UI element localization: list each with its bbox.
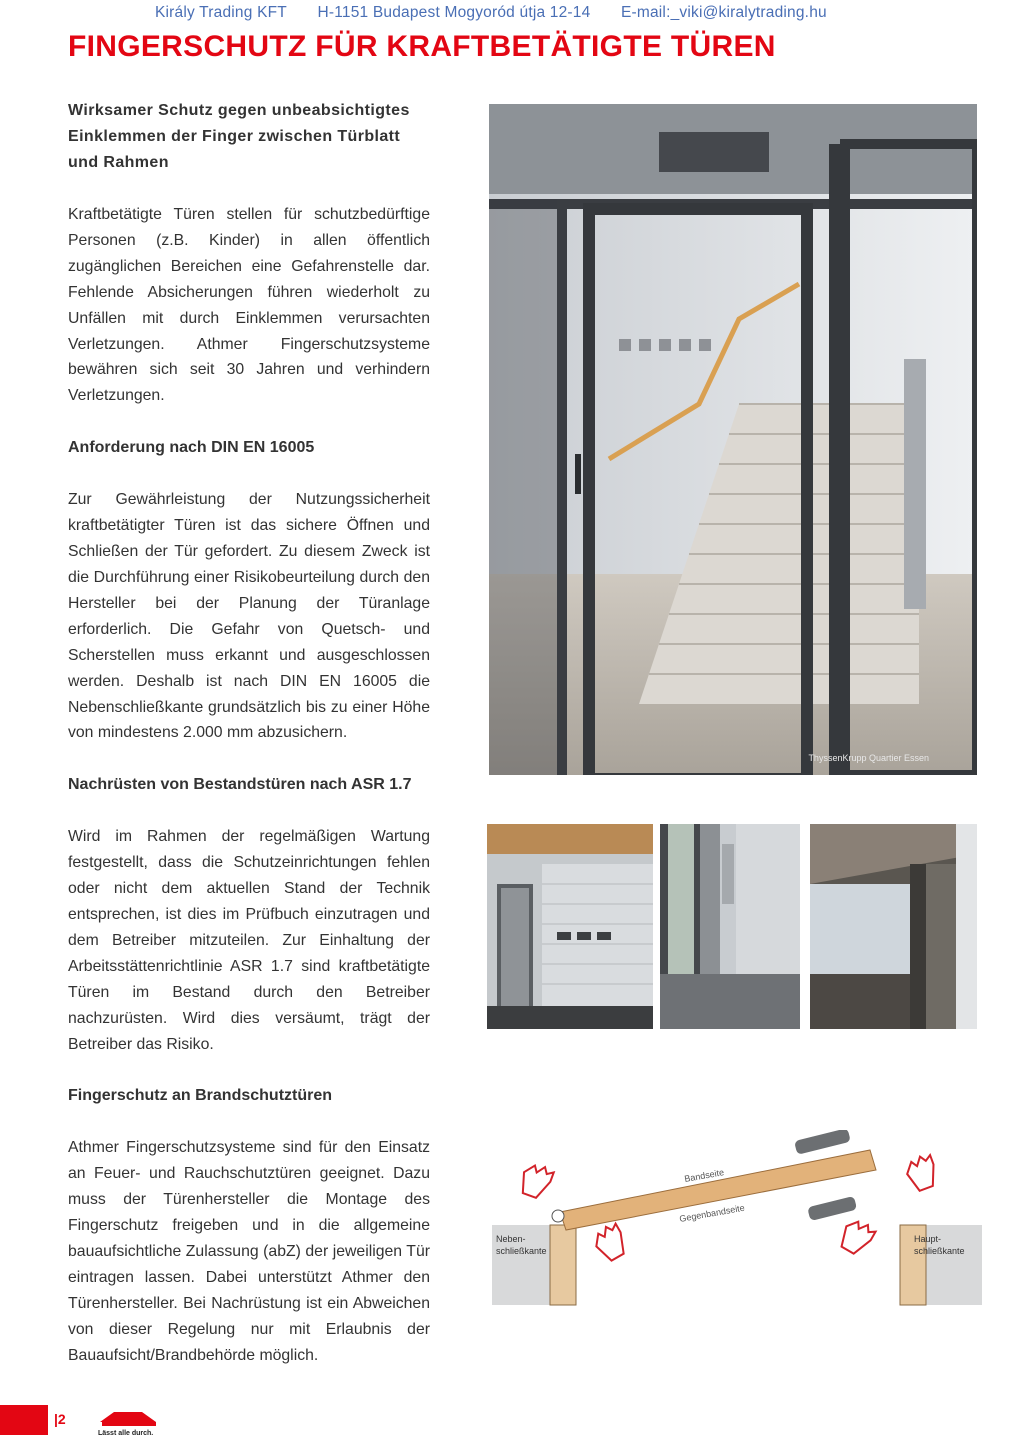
hinge-point — [552, 1210, 564, 1222]
door-leaf — [560, 1150, 876, 1230]
section-text: Wird im Rahmen der regelmäßigen Wartung festgestellt, dass die Schutzeinrichtungen fehlen oder nicht dem aktuellen Stand der Technik entsprechen, ist dies im Prüfbuch einzutragen und dem Betreiber mitzuteilen. Zur Einhaltung der Arbeitsstättenrichtlinie ASR 1.7 sind kraftbetätigte Türen im Bestand durch den Betreiber nachzurüsten. Wird dies versäumt, trägt der Betreiber das Risiko. — [68, 828, 430, 1053]
article-intro: Kraftbetätigte Türen stellen für schutzbedürftige Personen (z.B. Kinder) in allen öffentlich zugänglichen Bereichen eine Gefahrenstelle dar. Fehlende Absicherungen führen wiederholt zu Unfällen mit durch Einklemmen verursachten Verletzungen. Athmer Fingerschutzsysteme bewähren sich seit 30 Jahren und verhindern Verletzungen. — [68, 206, 430, 405]
page-number: |2 — [54, 1411, 66, 1427]
label-haupt-line1: Haupt- — [914, 1234, 942, 1244]
photo-caption: ThyssenKrupp Quartier Essen — [808, 753, 929, 763]
door-handle-top — [794, 1130, 851, 1155]
hinge-closeup-photo — [660, 824, 800, 1029]
hand-icon — [903, 1153, 940, 1193]
label-bandseite: Bandseite — [683, 1167, 725, 1184]
door-staircase-photo — [489, 104, 977, 775]
page-title: FINGERSCHUTZ FÜR KRAFTBETÄTIGTE TÜREN — [68, 30, 776, 63]
hinge-closeup-illustration — [660, 824, 800, 1029]
company-logo — [94, 1406, 168, 1436]
company-address: H-1151 Budapest Mogyoród útja 12-14 — [317, 4, 591, 21]
section-heading: Nachrüsten von Bestandstüren nach ASR 1.7 — [68, 776, 412, 794]
industrial-door-photo — [487, 824, 653, 1029]
article-lead: Wirksamer Schutz gegen unbeabsichtigtes Einklemmen der Finger zwischen Türblatt und Rahmen — [68, 102, 410, 171]
door-staircase-illustration — [489, 104, 977, 775]
logo-slogan: Lässt alle durch. — [98, 1430, 154, 1436]
hand-icon — [590, 1222, 630, 1264]
label-neben-line1: Neben- — [496, 1234, 526, 1244]
finger-protection-diagram — [490, 1130, 982, 1310]
section-text: Athmer Fingerschutzsysteme sind für den Einsatz an Feuer- und Rauchschutztüren geeignet. Dazu muss der Türenhersteller die Montage des Fingerschutz freigeben und in die allgemeine bauaufsichtliche Zulassung (abZ) der jeweiligen Tür eintragen lassen. Dabei unterstützt Athmer den Türenhersteller. Bei Nachrüstung ist ein Abweichen von dieser Regelung nur mit Erlaubnis der Bauaufsicht/Brandbehörde möglich. — [68, 1139, 430, 1364]
section-text: Zur Gewährleistung der Nutzungssicherheit kraftbetätigter Türen ist das sichere Öffnen und Schließen der Tür gefordert. Zu diesem Zweck ist die Durchführung einer Risikobeurteilung durch den Hersteller bei der Planung der Türanlage erforderlich. Die Gefahr von Quetsch- und Scherstellen muss erkannt und ausgeschlossen werden. Deshalb ist nach DIN EN 16005 die Nebenschließkante grundsätzlich bis zu einer Höhe von mindestens 2.000 mm abzusichern. — [68, 491, 430, 742]
company-name: Király Trading KFT — [155, 4, 287, 21]
label-neben-line2: schließkante — [496, 1246, 547, 1256]
footer-accent-bar — [0, 1405, 48, 1435]
hand-icon — [517, 1161, 554, 1201]
door-handle-bottom — [807, 1196, 857, 1221]
hand-icon — [836, 1216, 876, 1258]
label-gegenbandseite: Gegenbandseite — [678, 1202, 746, 1224]
industrial-door-illustration — [487, 824, 653, 1029]
article-column — [68, 98, 430, 1369]
section-heading: Anforderung nach DIN EN 16005 — [68, 439, 315, 457]
page-header — [155, 4, 853, 22]
section-heading: Fingerschutz an Brandschutztüren — [68, 1087, 333, 1105]
company-email[interactable]: E-mail:_viki@kiralytrading.hu — [620, 4, 827, 21]
door-edge-photo — [810, 824, 977, 1029]
left-frame — [550, 1225, 576, 1305]
door-edge-illustration — [810, 824, 977, 1029]
label-haupt-line2: schließkante — [914, 1246, 965, 1256]
